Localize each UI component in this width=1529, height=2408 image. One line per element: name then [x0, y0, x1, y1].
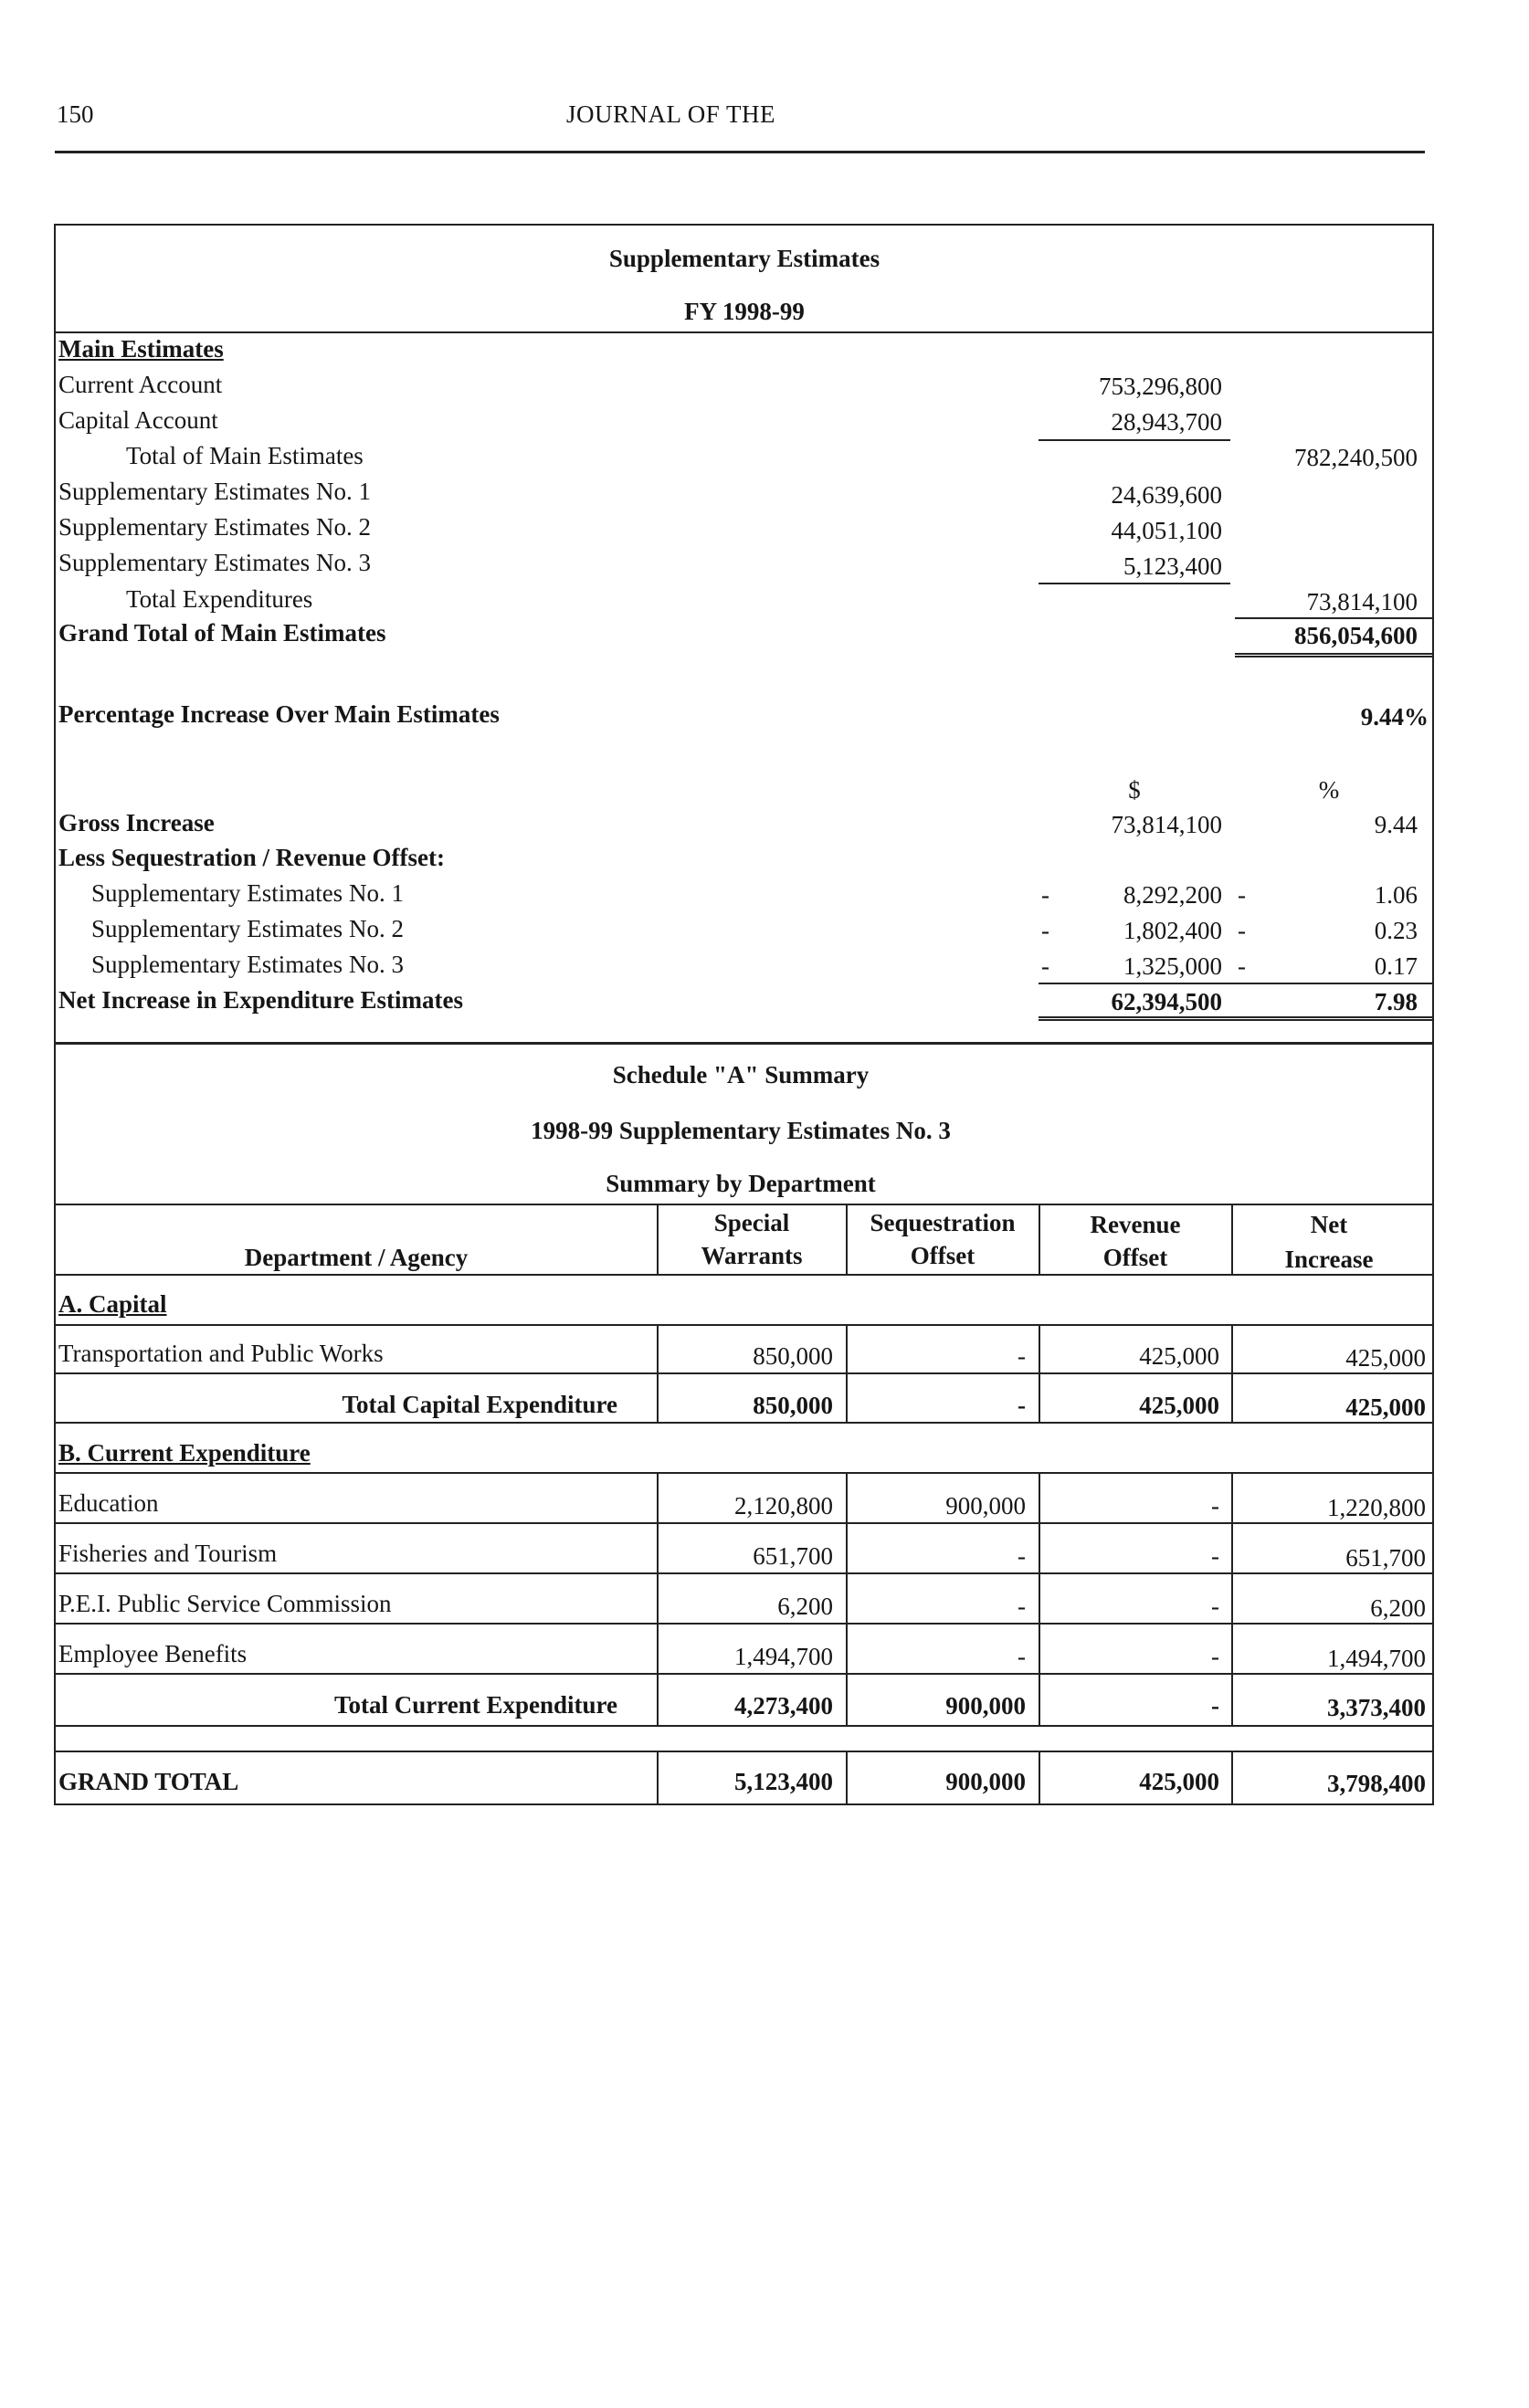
column-rule [846, 1751, 848, 1805]
row-amount: 44,051,100 [1111, 517, 1222, 544]
column-rule [1231, 1751, 1233, 1805]
offset-dash: - [1238, 952, 1246, 980]
special-warrants: 2,120,800 [734, 1492, 833, 1519]
dept-name: Transportation and Public Works [58, 1340, 384, 1367]
table-rule [55, 1751, 1433, 1752]
row-amount: 5,123,400 [1123, 552, 1222, 580]
table-rule [55, 1572, 1433, 1574]
net-increase: 1,220,800 [1327, 1494, 1426, 1521]
dept-name: Education [58, 1489, 159, 1517]
table-rule [55, 1204, 1433, 1205]
column-rule [846, 1204, 848, 1275]
sequestration-offset: - [1018, 1542, 1026, 1570]
net-increase: 1,494,700 [1327, 1645, 1426, 1672]
row-amount: 24,639,600 [1111, 481, 1222, 509]
double-rule [1039, 1016, 1432, 1021]
table-rule [55, 1372, 1433, 1374]
special-warrants: 5,123,400 [734, 1768, 833, 1795]
column-header-revenue: Offset [1102, 1244, 1168, 1271]
column-rule [657, 1204, 659, 1275]
sequestration-offset: - [1018, 1392, 1026, 1419]
row-label: Capital Account [58, 406, 218, 434]
row-label: Supplementary Estimates No. 2 [58, 513, 371, 541]
table-rule [55, 1472, 1433, 1474]
schedule-title: Schedule "A" Summary [612, 1061, 870, 1088]
sequestration-offset: - [1018, 1342, 1026, 1370]
column-header-net: Net [1310, 1211, 1348, 1238]
column-rule [1039, 1472, 1040, 1726]
title-divider [55, 331, 1433, 333]
journal-title: JOURNAL OF THE [566, 100, 776, 128]
capital-total-label: Total Capital Expenditure [342, 1391, 617, 1418]
offset-dash: - [1041, 952, 1049, 980]
offset-dash: - [1238, 917, 1246, 944]
page-number: 150 [57, 100, 94, 128]
column-rule [657, 1324, 659, 1423]
grand-total-main-value: 856,054,600 [1294, 622, 1418, 649]
summary-by: Summary by Department [606, 1170, 876, 1197]
row-label: Total of Main Estimates [126, 442, 364, 469]
sequestration-offset: 900,000 [945, 1492, 1026, 1519]
revenue-offset: 425,000 [1139, 1768, 1219, 1795]
dept-name: Fisheries and Tourism [58, 1540, 278, 1567]
column-rule [1231, 1324, 1233, 1423]
double-rule [1235, 653, 1432, 657]
dept-name: Employee Benefits [58, 1640, 248, 1667]
sequestration-offset: 900,000 [945, 1768, 1026, 1795]
net-increase: 425,000 [1345, 1393, 1426, 1421]
sequestration-offset: 900,000 [945, 1692, 1026, 1719]
table-rule [55, 1673, 1433, 1675]
column-header-net: Increase [1284, 1246, 1374, 1273]
revenue-offset: - [1211, 1492, 1219, 1519]
column-rule [1231, 1204, 1233, 1275]
row-label: Current Account [58, 371, 223, 398]
special-warrants: 1,494,700 [734, 1643, 833, 1670]
row-label: Total Expenditures [126, 585, 313, 613]
net-increase: 3,373,400 [1327, 1694, 1426, 1721]
subtotal-rule [1039, 439, 1230, 441]
percentage-value: 9.44% [1360, 703, 1429, 731]
capital-heading: A. Capital [58, 1290, 167, 1318]
table-rule [55, 1725, 1433, 1727]
net-increase: 3,798,400 [1327, 1770, 1426, 1797]
row-total: 782,240,500 [1294, 444, 1418, 471]
column-header-special: Special [713, 1209, 790, 1236]
schedule-summary-box [54, 1043, 1434, 1805]
column-rule [1039, 1204, 1040, 1275]
table-rule [55, 1422, 1433, 1424]
column-rule [657, 1472, 659, 1726]
column-rule [657, 1751, 659, 1805]
total-rule [1235, 617, 1432, 619]
offset-amount: 8,292,200 [1123, 881, 1222, 909]
main-estimates-heading: Main Estimates [58, 335, 224, 363]
offset-dash: - [1238, 881, 1246, 909]
special-warrants: 850,000 [753, 1392, 833, 1419]
special-warrants: 4,273,400 [734, 1692, 833, 1719]
gross-percent: 9.44 [1374, 811, 1418, 838]
row-amount: 753,296,800 [1099, 373, 1222, 400]
grand-total-main-label: Grand Total of Main Estimates [58, 619, 386, 647]
revenue-offset: - [1211, 1643, 1219, 1670]
table-rule [55, 1522, 1433, 1524]
column-header-dept: Department / Agency [244, 1244, 469, 1271]
special-warrants: 651,700 [753, 1542, 833, 1570]
row-label: Supplementary Estimates No. 1 [58, 478, 371, 505]
percentage-label: Percentage Increase Over Main Estimates [58, 700, 500, 728]
subtotal-rule [1039, 583, 1230, 584]
net-label: Net Increase in Expenditure Estimates [58, 986, 463, 1014]
schedule-subtitle: 1998-99 Supplementary Estimates No. 3 [531, 1117, 951, 1144]
column-header-sequestration: Sequestration [870, 1209, 1016, 1236]
net-rule [1039, 983, 1432, 984]
row-total: 73,814,100 [1306, 588, 1418, 615]
revenue-offset: - [1211, 1542, 1219, 1570]
net-increase: 6,200 [1370, 1594, 1426, 1622]
column-rule [1039, 1324, 1040, 1423]
table-rule [55, 1324, 1433, 1326]
revenue-offset: 425,000 [1139, 1342, 1219, 1370]
gross-amount: 73,814,100 [1111, 811, 1222, 838]
supplementary-title: Supplementary Estimates [608, 245, 880, 272]
revenue-offset: - [1211, 1593, 1219, 1620]
special-warrants: 6,200 [777, 1593, 833, 1620]
net-amount: 62,394,500 [1111, 988, 1222, 1015]
dept-name: P.E.I. Public Service Commission [58, 1590, 392, 1617]
column-header-sequestration: Offset [910, 1242, 975, 1269]
column-header-revenue: Revenue [1090, 1211, 1181, 1238]
special-warrants: 850,000 [753, 1342, 833, 1370]
net-increase: 651,700 [1345, 1544, 1426, 1572]
column-rule [846, 1324, 848, 1423]
offset-label: Supplementary Estimates No. 1 [91, 879, 404, 907]
offset-label: Supplementary Estimates No. 3 [91, 951, 404, 978]
column-rule [846, 1472, 848, 1726]
table-rule [55, 1274, 1433, 1276]
offset-percent: 1.06 [1374, 881, 1418, 909]
column-header-special: Warrants [701, 1242, 803, 1269]
offset-percent: 0.23 [1374, 917, 1418, 944]
sequestration-offset: - [1018, 1593, 1026, 1620]
net-percent: 7.98 [1374, 988, 1418, 1015]
row-label: Supplementary Estimates No. 3 [58, 549, 371, 576]
dollar-header: $ [1128, 776, 1141, 804]
revenue-offset: - [1211, 1692, 1219, 1719]
offset-dash: - [1041, 917, 1049, 944]
fiscal-year: FY 1998-99 [684, 298, 805, 325]
offset-amount: 1,802,400 [1123, 917, 1222, 944]
table-rule [55, 1623, 1433, 1625]
current-total-label: Total Current Expenditure [333, 1691, 617, 1719]
grand-total-label: GRAND TOTAL [58, 1768, 239, 1795]
revenue-offset: 425,000 [1139, 1392, 1219, 1419]
row-amount: 28,943,700 [1111, 408, 1222, 436]
offset-percent: 0.17 [1374, 952, 1418, 980]
header-rule [55, 151, 1425, 153]
current-heading: B. Current Expenditure [58, 1439, 311, 1467]
less-heading: Less Sequestration / Revenue Offset: [58, 844, 445, 871]
offset-label: Supplementary Estimates No. 2 [91, 915, 404, 942]
column-rule [1039, 1751, 1040, 1805]
net-increase: 425,000 [1345, 1344, 1426, 1372]
offset-dash: - [1041, 881, 1049, 909]
percent-header: % [1318, 776, 1340, 804]
offset-amount: 1,325,000 [1123, 952, 1222, 980]
sequestration-offset: - [1018, 1643, 1026, 1670]
column-rule [1231, 1472, 1233, 1726]
gross-label: Gross Increase [58, 809, 215, 836]
